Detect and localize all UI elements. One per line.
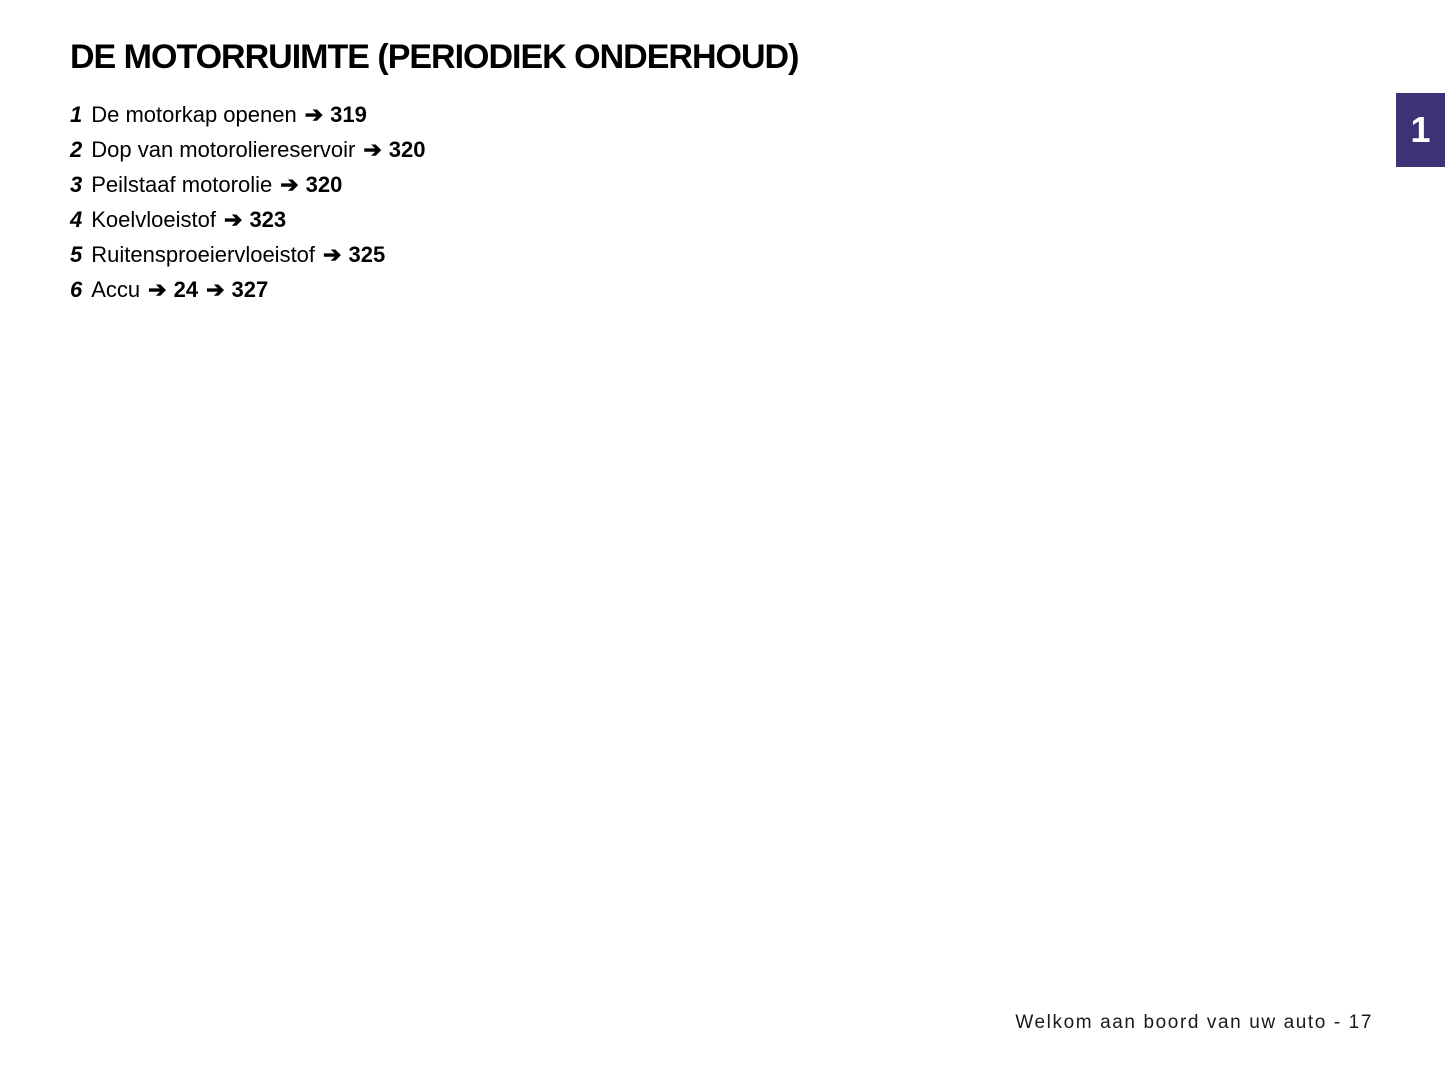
item-label: Dop van motoroliereservoir	[91, 137, 356, 162]
page-ref: 24	[173, 277, 199, 302]
engine-bay-legend-list	[70, 97, 426, 307]
page-ref-arrow-icon: ➔	[206, 277, 225, 302]
page-ref: 325	[348, 242, 386, 267]
list-item	[70, 272, 426, 307]
item-number: 4	[70, 207, 83, 232]
page-title: DE MOTORRUIMTE (PERIODIEK ONDERHOUD)	[70, 38, 799, 76]
list-item	[70, 132, 426, 167]
page-ref: 327	[231, 277, 269, 302]
page-ref-arrow-icon: ➔	[224, 207, 243, 232]
page-ref-arrow-icon: ➔	[148, 277, 167, 302]
chapter-tab-label: 1	[1410, 109, 1431, 150]
list-item	[70, 237, 426, 272]
page-ref: 320	[388, 137, 426, 162]
item-label: De motorkap openen	[91, 102, 297, 127]
list-item	[70, 167, 426, 202]
item-number: 6	[70, 277, 83, 302]
item-number: 2	[70, 137, 83, 162]
item-number: 5	[70, 242, 83, 267]
item-label: Ruitensproeiervloeistof	[91, 242, 316, 267]
page-ref-arrow-icon: ➔	[304, 102, 324, 127]
item-number: 1	[70, 102, 83, 127]
list-item	[70, 202, 426, 237]
page-ref: 323	[249, 207, 287, 232]
chapter-tab	[1396, 93, 1445, 167]
footer-page-label: Welkom aan boord van uw auto - 17	[1015, 1012, 1373, 1033]
page-ref-arrow-icon: ➔	[280, 172, 299, 197]
page-ref: 319	[330, 102, 367, 127]
list-item	[70, 97, 426, 132]
item-label: Koelvloeistof	[91, 207, 216, 232]
page-ref-arrow-icon: ➔	[323, 242, 342, 267]
page-ref-arrow-icon: ➔	[363, 137, 382, 162]
item-number: 3	[70, 172, 83, 197]
page-ref: 320	[305, 172, 343, 197]
item-label: Accu	[91, 277, 141, 302]
item-label: Peilstaaf motorolie	[91, 172, 273, 197]
